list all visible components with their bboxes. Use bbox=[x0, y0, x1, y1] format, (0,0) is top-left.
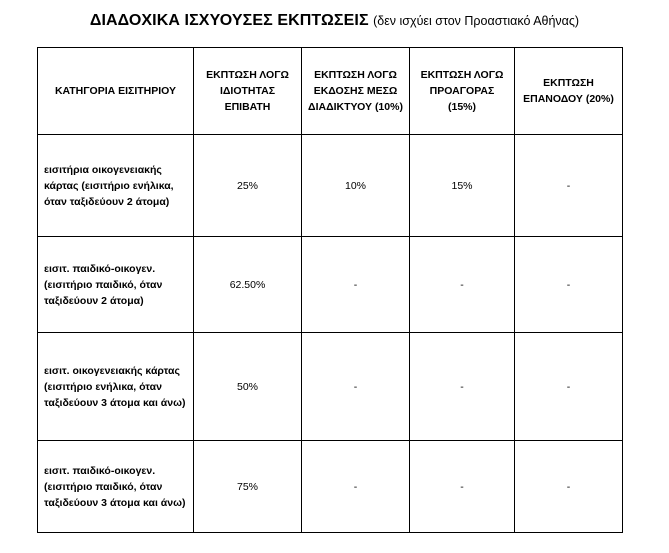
cell-category: εισιτ. οικογενειακής κάρτας (εισιτήριο ενήλικα, όταν ταξιδεύουν 3 άτομα και άνω) bbox=[38, 333, 194, 441]
title-main: ΔΙΑΔΟΧΙΚΑ ΙΣΧΥΟΥΣΕΣ ΕΚΠΤΩΣΕΙΣ bbox=[89, 12, 369, 29]
cell-return-discount: - bbox=[515, 135, 623, 237]
cell-passenger-discount: 50% bbox=[194, 333, 302, 441]
header-row bbox=[38, 48, 623, 135]
header-advance-discount: ΕΚΠΤΩΣΗ ΛΟΓΩ ΠΡΟΑΓΟΡΑΣ (15%) bbox=[410, 48, 515, 135]
cell-category: εισιτήρια οικογενειακής κάρτας (εισιτήριο ενήλικα, όταν ταξιδεύουν 2 άτομα) bbox=[38, 135, 194, 237]
cell-return-discount: - bbox=[515, 237, 623, 333]
header-ticket-category: ΚΑΤΗΓΟΡΙΑ ΕΙΣΙΤΗΡΙΟΥ bbox=[38, 48, 194, 135]
table-row bbox=[38, 441, 623, 533]
cell-advance-discount: - bbox=[410, 237, 515, 333]
cell-advance-discount: - bbox=[410, 441, 515, 533]
cell-online-discount: - bbox=[302, 333, 410, 441]
header-passenger-discount: ΕΚΠΤΩΣΗ ΛΟΓΩ ΙΔΙΟΤΗΤΑΣ ΕΠΙΒΑΤΗ bbox=[194, 48, 302, 135]
cell-category: εισιτ. παιδικό-οικογεν. (εισιτήριο παιδικό, όταν ταξιδεύουν 2 άτομα) bbox=[38, 237, 194, 333]
cell-online-discount: - bbox=[302, 237, 410, 333]
document-title bbox=[0, 10, 669, 32]
cell-passenger-discount: 62.50% bbox=[194, 237, 302, 333]
table-row bbox=[38, 237, 623, 333]
discounts-table bbox=[37, 47, 623, 533]
table-row bbox=[38, 333, 623, 441]
header-online-discount: ΕΚΠΤΩΣΗ ΛΟΓΩ ΕΚΔΟΣΗΣ ΜΕΣΩ ΔΙΑΔΙΚΤΥΟΥ (10%) bbox=[302, 48, 410, 135]
cell-return-discount: - bbox=[515, 333, 623, 441]
title-note: (δεν ισχύει στον Προαστιακό Αθήνας) bbox=[373, 14, 580, 28]
cell-advance-discount: 15% bbox=[410, 135, 515, 237]
cell-online-discount: - bbox=[302, 441, 410, 533]
table-row bbox=[38, 135, 623, 237]
header-return-discount: ΕΚΠΤΩΣΗ ΕΠΑΝΟΔΟΥ (20%) bbox=[515, 48, 623, 135]
cell-online-discount: 10% bbox=[302, 135, 410, 237]
cell-return-discount: - bbox=[515, 441, 623, 533]
cell-advance-discount: - bbox=[410, 333, 515, 441]
cell-passenger-discount: 25% bbox=[194, 135, 302, 237]
cell-category: εισιτ. παιδικό-οικογεν. (εισιτήριο παιδικό, όταν ταξιδεύουν 3 άτομα και άνω) bbox=[38, 441, 194, 533]
cell-passenger-discount: 75% bbox=[194, 441, 302, 533]
